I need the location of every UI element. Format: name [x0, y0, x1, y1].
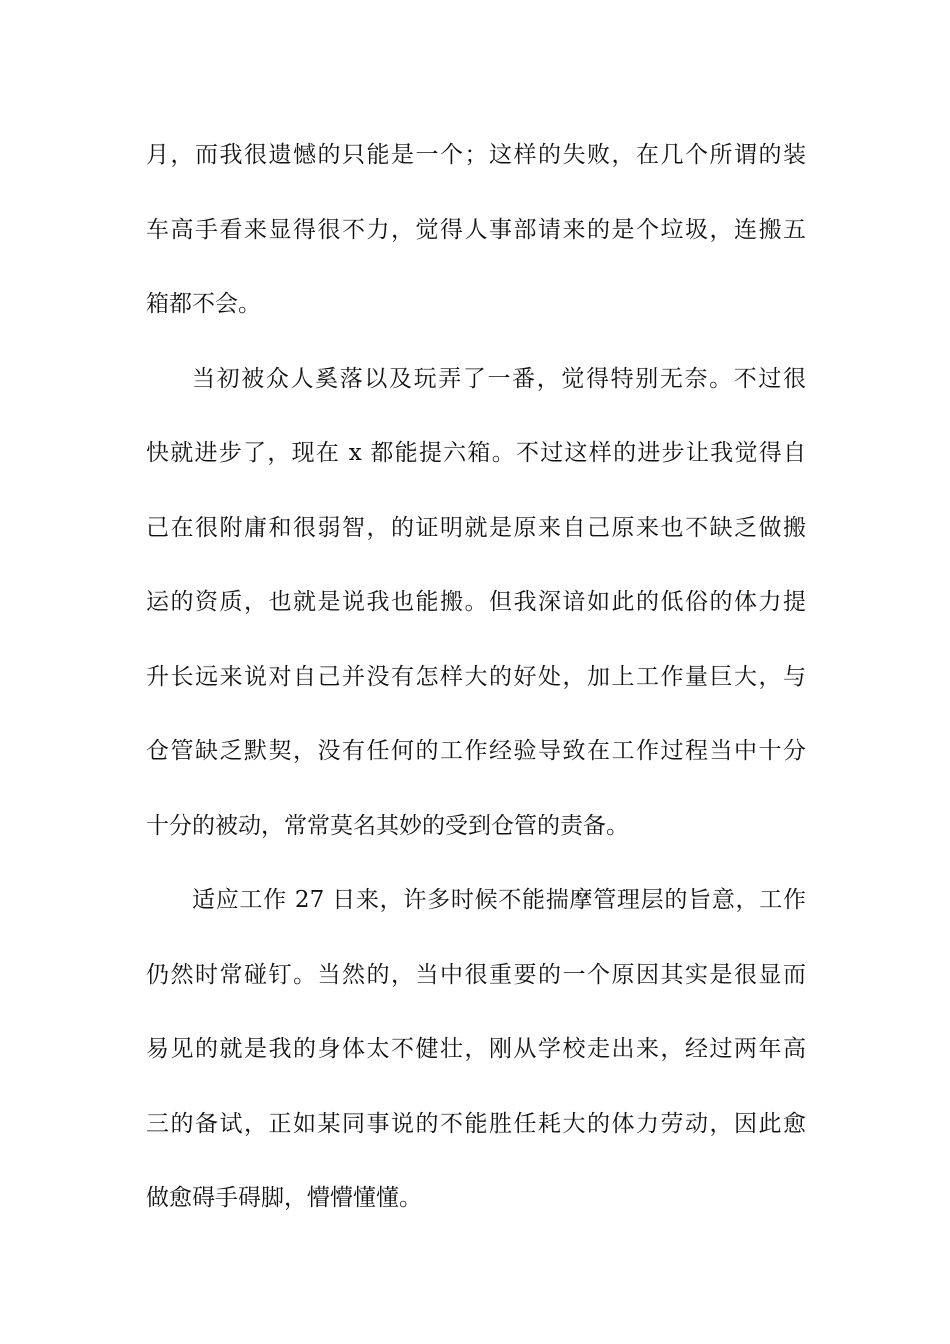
- paragraph-line: 己在很附庸和很弱智，的证明就是原来自己原来也不缺乏做搬: [146, 514, 806, 541]
- paragraph-line: 做愈碍手碍脚，懵懵懂懂。: [146, 1185, 422, 1211]
- paragraph-line: 易见的就是我的身体太不健壮，刚从学校走出来，经过两年高: [146, 1036, 806, 1062]
- paragraph-line: 车高手看来显得很不力，觉得人事部请来的是个垃圾，连搬五: [146, 216, 806, 243]
- paragraph-line: 十分的被动，常常莫名其妙的受到仓管的责备。: [146, 812, 629, 839]
- paragraph-line: 适应工作 27 日来，许多时候不能揣摩管理层的旨意，工作: [192, 887, 806, 913]
- paragraph-line: 仍然时常碰钉。当然的，当中很重要的一个原因其实是很显而: [146, 961, 806, 988]
- paragraph-line: 运的资质，也就是说我也能搬。但我深谙如此的低俗的体力提: [146, 589, 806, 615]
- paragraph-line: 快就进步了，现在 x 都能提六箱。不过这样的进步让我觉得自: [146, 440, 806, 466]
- paragraph-line: 三的备试，正如某同事说的不能胜任耗大的体力劳动，因此愈: [146, 1110, 806, 1137]
- paragraph-line: 仓管缺乏默契，没有任何的工作经验导致在工作过程当中十分: [146, 738, 806, 764]
- paragraph-3: [146, 863, 806, 1236]
- paragraph-line: 月，而我很遗憾的只能是一个；这样的失败，在几个所谓的装: [146, 142, 806, 168]
- paragraph-line: 升长远来说对自己并没有怎样大的好处，加上工作量巨大，与: [146, 663, 806, 690]
- paragraph-line: 当初被众人奚落以及玩弄了一番，觉得特别无奈。不过很: [192, 365, 806, 392]
- paragraph-2: [146, 342, 806, 864]
- paragraph-1: [146, 118, 806, 342]
- paragraph-line: 箱都不会。: [146, 291, 261, 317]
- body-text: [146, 118, 806, 1236]
